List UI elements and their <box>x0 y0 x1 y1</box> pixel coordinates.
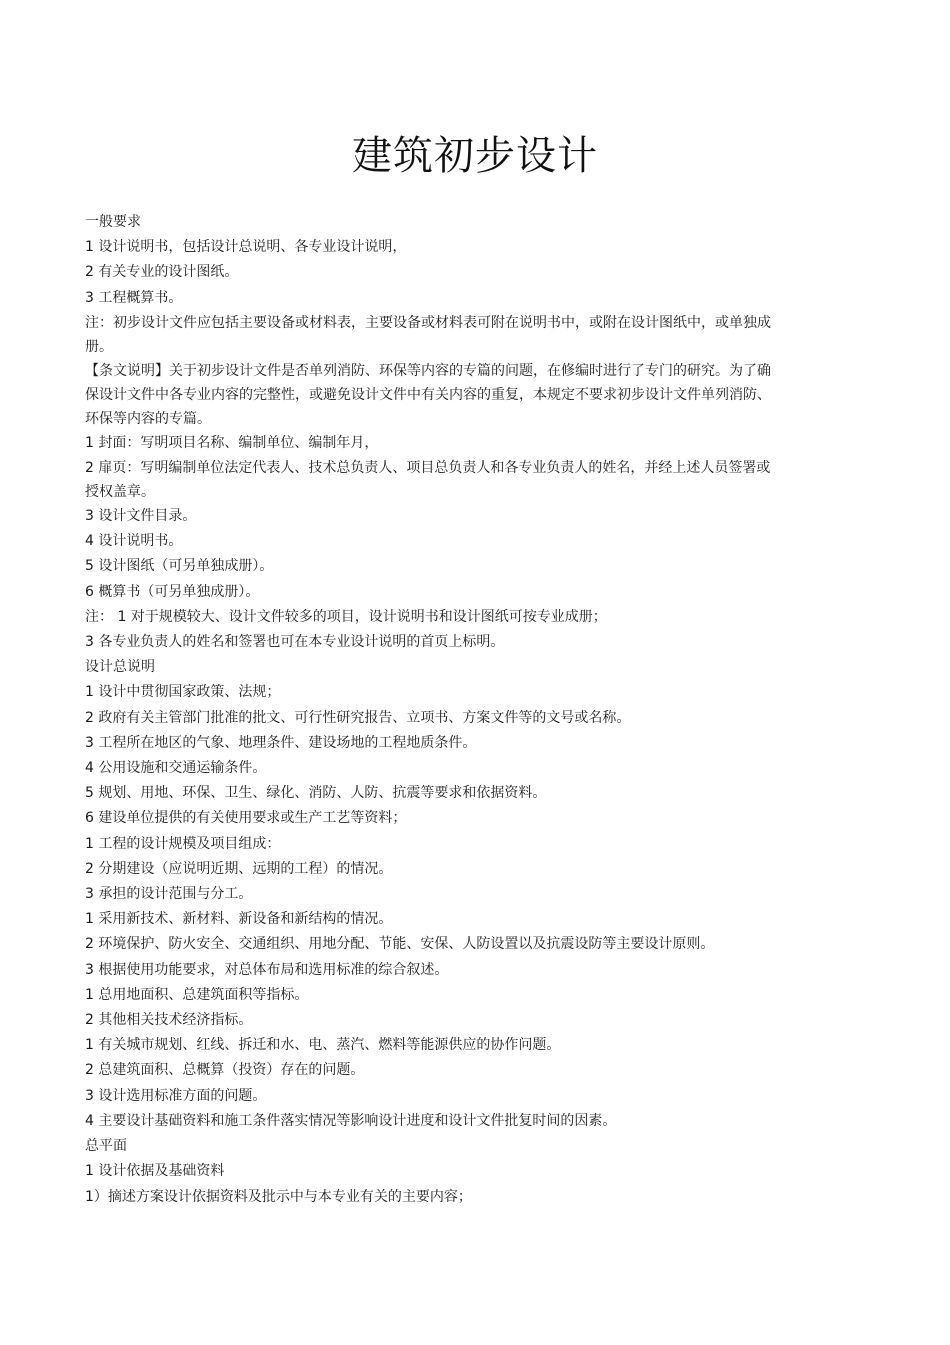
paragraph: 3 根据使用功能要求，对总体布局和选用标准的综合叙述。 <box>85 961 449 978</box>
paragraph: 5 规划、用地、环保、卫生、绿化、消防、人防、抗震等要求和依据资料。 <box>85 785 547 802</box>
paragraph: 1 封面：写明项目名称、编制单位、编制年月， <box>85 434 379 451</box>
paragraph: 2 分期建设（应说明近期、远期的工程）的情况。 <box>85 860 393 877</box>
paragraph: 2 其他相关技术经济指标。 <box>85 1012 253 1029</box>
paragraph: 2 政府有关主管部门批准的批文、可行性研究报告、立项书、方案文件等的文号或名称。 <box>85 709 631 726</box>
paragraph: 3 工程所在地区的气象、地理条件、建设场地的工程地质条件。 <box>85 734 477 751</box>
paragraph: 4 设计说明书。 <box>85 533 183 550</box>
document-body <box>85 210 775 1210</box>
paragraph: 3 各专业负责人的姓名和签署也可在本专业设计说明的首页上标明。 <box>85 634 505 651</box>
paragraph: 1 设计依据及基础资料 <box>85 1163 225 1180</box>
paragraph: 1 设计说明书，包括设计总说明、各专业设计说明， <box>85 239 407 256</box>
paragraph: 注： 1 对于规模较大、设计文件较多的项目，设计说明书和设计图纸可按专业成册； <box>85 608 607 625</box>
section-heading: 设计总说明 <box>85 659 155 676</box>
paragraph: 1 工程的设计规模及项目组成： <box>85 835 281 852</box>
paragraph: 6 建设单位提供的有关使用要求或生产工艺等资料； <box>85 810 407 827</box>
paragraph: 1 有关城市规划、红线、拆迁和水、电、蒸汽、燃料等能源供应的协作问题。 <box>85 1037 561 1054</box>
paragraph: 1 设计中贯彻国家政策、法规； <box>85 684 281 701</box>
paragraph: 3 设计选用标准方面的问题。 <box>85 1087 267 1104</box>
paragraph: 3 工程概算书。 <box>85 289 183 306</box>
paragraph: 一般要求 <box>85 214 141 230</box>
paragraph: 1 采用新技术、新材料、新设备和新结构的情况。 <box>85 911 393 928</box>
paragraph: 1 总用地面积、总建筑面积等指标。 <box>85 986 309 1003</box>
paragraph: 【条文说明】关于初步设计文件是否单列消防、环保等内容的专篇的问题，在修编时进行了专门的研究。为了确保设计文件中各专业内容的完整性，或避免设计文件中有关内容的重复，本规定不要求初步设计文件单列消防、环保等内容的专篇。 <box>85 362 771 427</box>
paragraph: 2 扉页：写明编制单位法定代表人、技术总负责人、项目总负责人和各专业负责人的姓名，并经上述人员签署或授权盖章。 <box>85 460 771 501</box>
paragraph: 5 设计图纸（可另单独成册）。 <box>85 558 274 575</box>
paragraph: 4 公用设施和交通运输条件。 <box>85 760 267 777</box>
paragraph: 2 环境保护、防火安全、交通组织、用地分配、节能、安保、人防设置以及抗震设防等主要设计原则。 <box>85 936 715 953</box>
paragraph: 2 总建筑面积、总概算（投资）存在的问题。 <box>85 1062 365 1079</box>
paragraph: 注：初步设计文件应包括主要设备或材料表，主要设备或材料表可附在说明书中，或附在设计图纸中，或单独成册。 <box>85 314 771 355</box>
section-heading: 总平面 <box>85 1138 127 1155</box>
paragraph: 2 有关专业的设计图纸。 <box>85 264 239 281</box>
paragraph: 3 设计文件目录。 <box>85 508 197 525</box>
paragraph: 3 承担的设计范围与分工。 <box>85 886 253 903</box>
paragraph: 6 概算书（可另单独成册）。 <box>85 583 260 600</box>
paragraph: 1）摘述方案设计依据资料及批示中与本专业有关的主要内容； <box>85 1188 472 1205</box>
paragraph: 4 主要设计基础资料和施工条件落实情况等影响设计进度和设计文件批复时间的因素。 <box>85 1112 617 1129</box>
document-title: 建筑初步设计 <box>352 133 598 179</box>
